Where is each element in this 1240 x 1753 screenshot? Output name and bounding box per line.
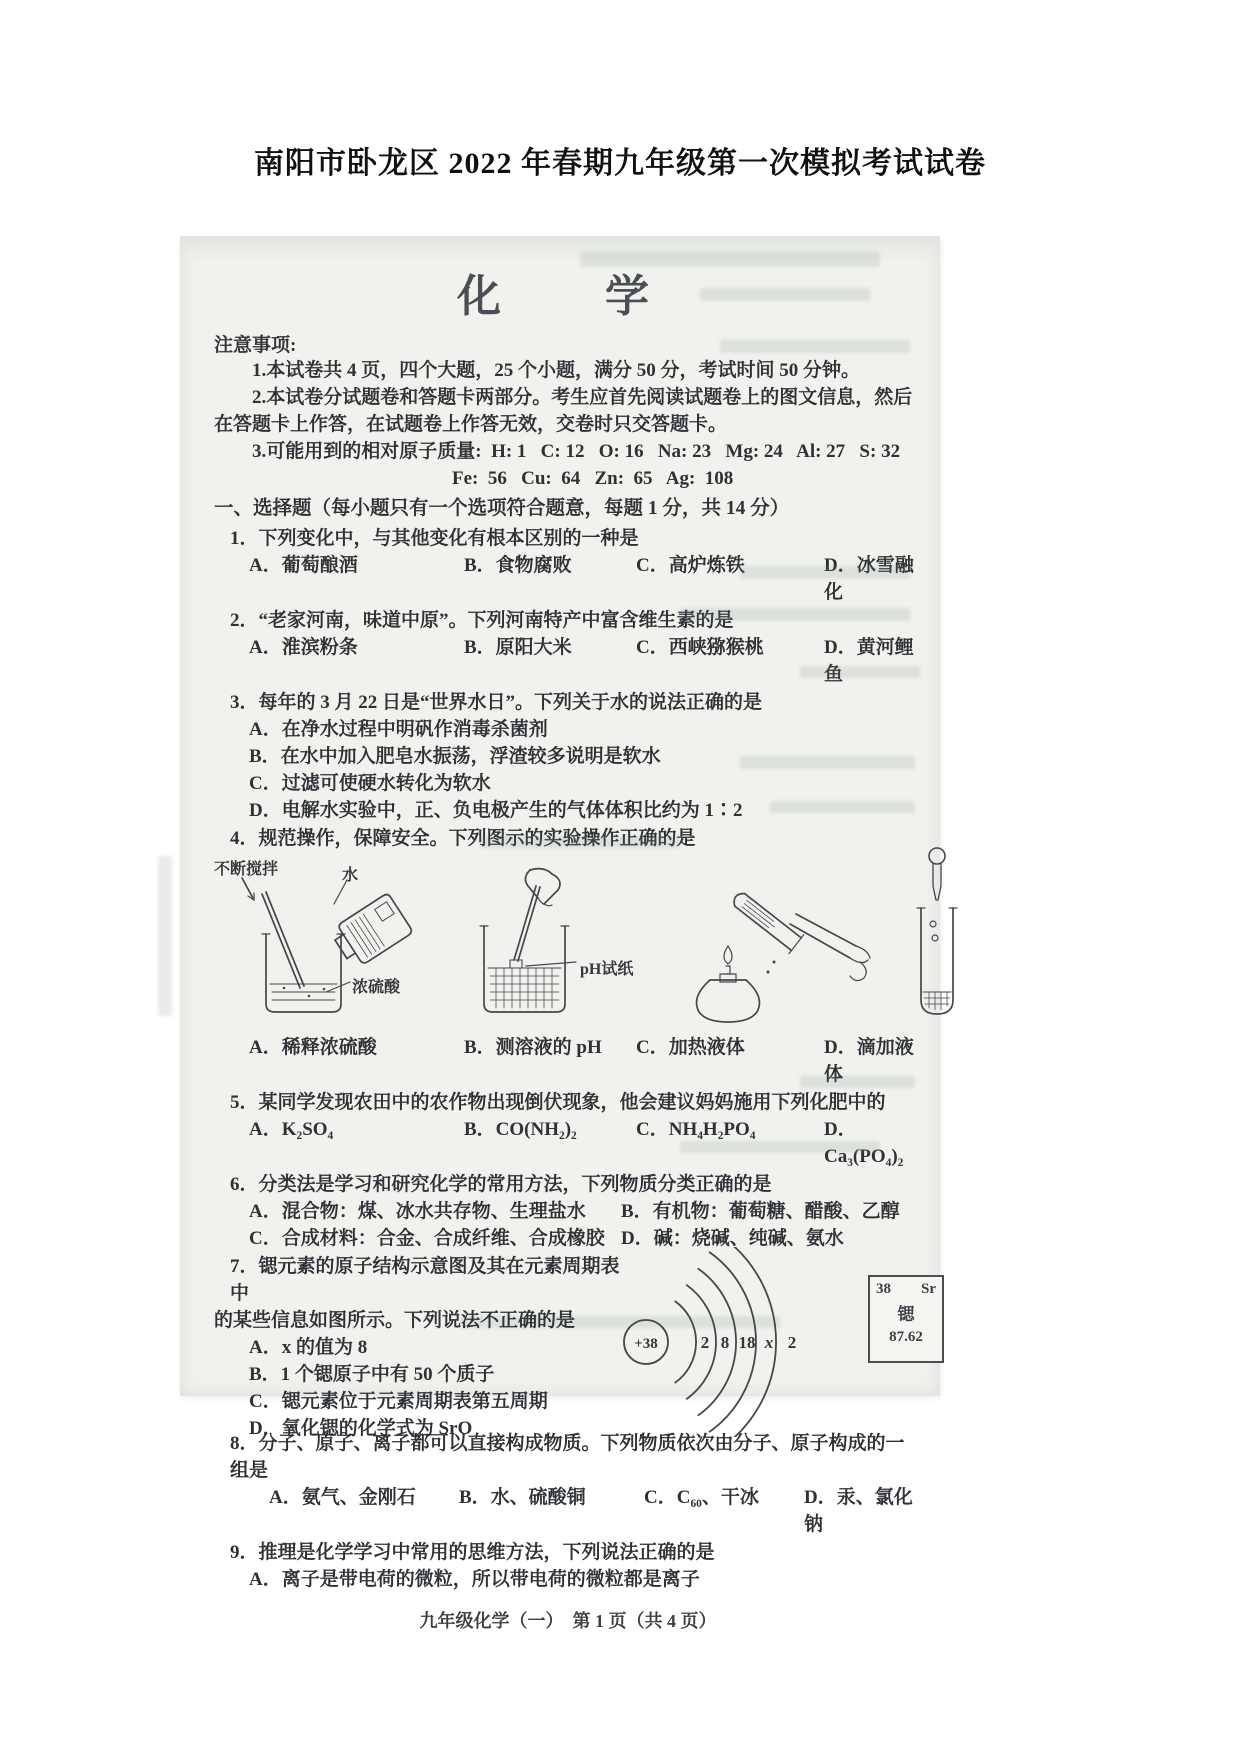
subject-title: 化 学 [457, 272, 679, 321]
atomic-mass: 87.62 [889, 1329, 923, 1345]
question-4 [214, 825, 922, 1088]
question-stem: 4．规范操作，保障安全。下列图示的实验操作正确的是 [230, 828, 696, 849]
option-grid [214, 1198, 922, 1252]
option-b: B．水、硫酸铜 [459, 1487, 586, 1508]
heating-liquid-art [672, 862, 887, 1032]
option-d: D．Ca₃(PO₄)₂ [824, 1119, 904, 1167]
question-9 [214, 1539, 922, 1593]
option-c: C．西峡猕猴桃 [636, 637, 764, 658]
option-c: C．加热液体 [636, 1037, 745, 1058]
label-ph-paper: pH试纸 [580, 961, 634, 978]
atomic-masses-line: Fe: 56 Cu: 64 Zn: 65 Ag: 108 [452, 468, 734, 489]
page-footer: 九年级化学（一） 第 1 页（共 4 页） [419, 1611, 717, 1631]
shell-1: 2 [700, 1333, 710, 1352]
option-c: C．过滤可使硬水转化为软水 [249, 773, 491, 794]
element-box [868, 1275, 944, 1363]
notice-item-1: 1.本试卷共 4 页，四个大题，25 个小题，满分 50 分，考试时间 50 分钟。 [252, 360, 861, 381]
notice-heading: 注意事项: [214, 335, 297, 356]
label-acid: 浓硫酸 [352, 979, 401, 996]
option-c: C．C₆₀、干冰 [644, 1487, 759, 1508]
dropper-art [907, 842, 967, 1032]
element-name: 锶 [897, 1305, 915, 1324]
question-stem: 6．分类法是学习和研究化学的常用方法，下列物质分类正确的是 [230, 1174, 772, 1195]
question-6 [214, 1171, 922, 1252]
notice-item-2: 2.本试卷分试题卷和答题卡两部分。考生应首先阅读试题卷上的图文信息，然后在答题卡上作答，在试题卷上作答无效，交卷时只交答题卡。 [214, 387, 913, 435]
option-a: A．K₂SO₄ [249, 1119, 334, 1140]
option-c: C．NH₄H₂PO₄ [636, 1119, 756, 1140]
option-d: D．黄河鲤鱼 [824, 637, 914, 685]
option-b: B．食物腐败 [464, 555, 572, 576]
option-list [214, 1334, 634, 1442]
option-a: A．葡萄酿酒 [249, 555, 358, 576]
atom-structure-art [606, 1247, 906, 1437]
option-b: B．在水中加入肥皂水振荡，浮渣较多说明是软水 [249, 746, 661, 767]
option-b: B．有机物：葡萄糖、醋酸、乙醇 [621, 1201, 900, 1222]
option-b: B．1 个锶原子中有 50 个质子 [249, 1364, 495, 1385]
option-d: D．汞、氯化钠 [804, 1487, 913, 1535]
question-stem: 3．每年的 3 月 22 日是“世界水日”。下列关于水的说法正确的是 [230, 692, 763, 713]
label-water: 水 [342, 867, 359, 884]
dropper-figure [907, 842, 967, 1032]
option-c: C．高炉炼铁 [636, 555, 745, 576]
question-stem: 2．“老家河南，味道中原”。下列河南特产中富含维生素的是 [230, 610, 734, 631]
option-a: A．氨气、金刚石 [269, 1487, 416, 1508]
label-stir: 不断搅拌 [214, 861, 279, 878]
option-a: A．在净水过程中明矾作消毒杀菌剂 [249, 719, 548, 740]
doc-title: 南阳市卧龙区 2022 年春期九年级第一次模拟考试试卷 [254, 147, 986, 180]
option-row [214, 1034, 922, 1088]
atom-structure-figure [606, 1247, 906, 1442]
question-stem: 7．锶元素的原子结构示意图及其在元素周期表中 [230, 1256, 620, 1304]
dilute-acid-figure [214, 856, 439, 1031]
question-1 [214, 525, 922, 606]
option-row [214, 552, 922, 606]
option-d: D．冰雪融化 [824, 555, 914, 603]
ph-test-figure [452, 864, 662, 1032]
question-stem: 8．分子、原子、离子都可以直接构成物质。下列物质依次由分子、原子构成的一组是 [230, 1433, 905, 1481]
option-a: A．稀释浓硫酸 [249, 1037, 377, 1058]
ph-test-art [452, 864, 662, 1032]
question-stem: 1．下列变化中，与其他变化有根本区别的一种是 [230, 528, 639, 549]
shell-4: x [764, 1333, 774, 1352]
question-5 [214, 1089, 922, 1170]
section-heading: 一、选择题（每小题只有一个选项符合题意，每题 1 分，共 14 分） [214, 498, 790, 519]
experiment-figures [214, 856, 922, 1034]
option-a: A．混合物：煤、冰水共存物、生理盐水 [249, 1201, 586, 1222]
option-b: B．CO(NH₂)₂ [464, 1119, 577, 1140]
notice-item-3: 3.可能用到的相对原子质量: H: 1 C: 12 O: 16 Na: 23 Mg: 24 Al: 27 S: 32 [252, 441, 901, 462]
option-row [214, 634, 922, 688]
question-8 [214, 1430, 922, 1538]
scan-area [180, 236, 940, 1631]
option-a: A．x 的值为 8 [249, 1337, 368, 1358]
question-stem: 9．推理是化学学习中常用的思维方法，下列说法正确的是 [230, 1542, 715, 1563]
option-d: D．电解水实验中，正、负电极产生的气体体积比约为 1∶2 [249, 800, 743, 821]
atomic-number: 38 [876, 1281, 891, 1297]
option-list [214, 716, 922, 824]
option-c: C．合成材料：合金、合成纤维、合成橡胶 [249, 1228, 605, 1249]
option-row [214, 1116, 922, 1170]
element-symbol: Sr [921, 1281, 936, 1297]
bleed-through [158, 856, 172, 1016]
option-d: D．氧化锶的化学式为 SrO [249, 1418, 473, 1439]
nucleus-charge: +38 [634, 1336, 658, 1352]
question-2 [214, 607, 922, 688]
option-d: D．碱：烧碱、纯碱、氨水 [621, 1228, 844, 1249]
question-stem: 5．某同学发现农田中的农作物出现倒伏现象，他会建议妈妈施用下列化肥中的 [230, 1092, 886, 1113]
heating-liquid-figure [672, 862, 887, 1032]
option-c: C．锶元素位于元素周期表第五周期 [249, 1391, 548, 1412]
dilute-acid-art [214, 856, 439, 1031]
question-stem-cont: 的某些信息如图所示。下列说法不正确的是 [214, 1310, 576, 1331]
option-a: A．离子是带电荷的微粒，所以带电荷的微粒都是离子 [249, 1569, 700, 1590]
question-3 [214, 689, 922, 824]
option-a: A．淮滨粉条 [249, 637, 358, 658]
option-b: B．测溶液的 pH [464, 1037, 602, 1058]
shell-3: 18 [738, 1333, 756, 1352]
option-row [214, 1484, 922, 1538]
option-d: D．滴加液体 [824, 1037, 914, 1085]
shell-2: 8 [720, 1333, 730, 1352]
shell-5: 2 [787, 1333, 797, 1352]
option-b: B．原阳大米 [464, 637, 572, 658]
question-7 [214, 1253, 936, 1439]
